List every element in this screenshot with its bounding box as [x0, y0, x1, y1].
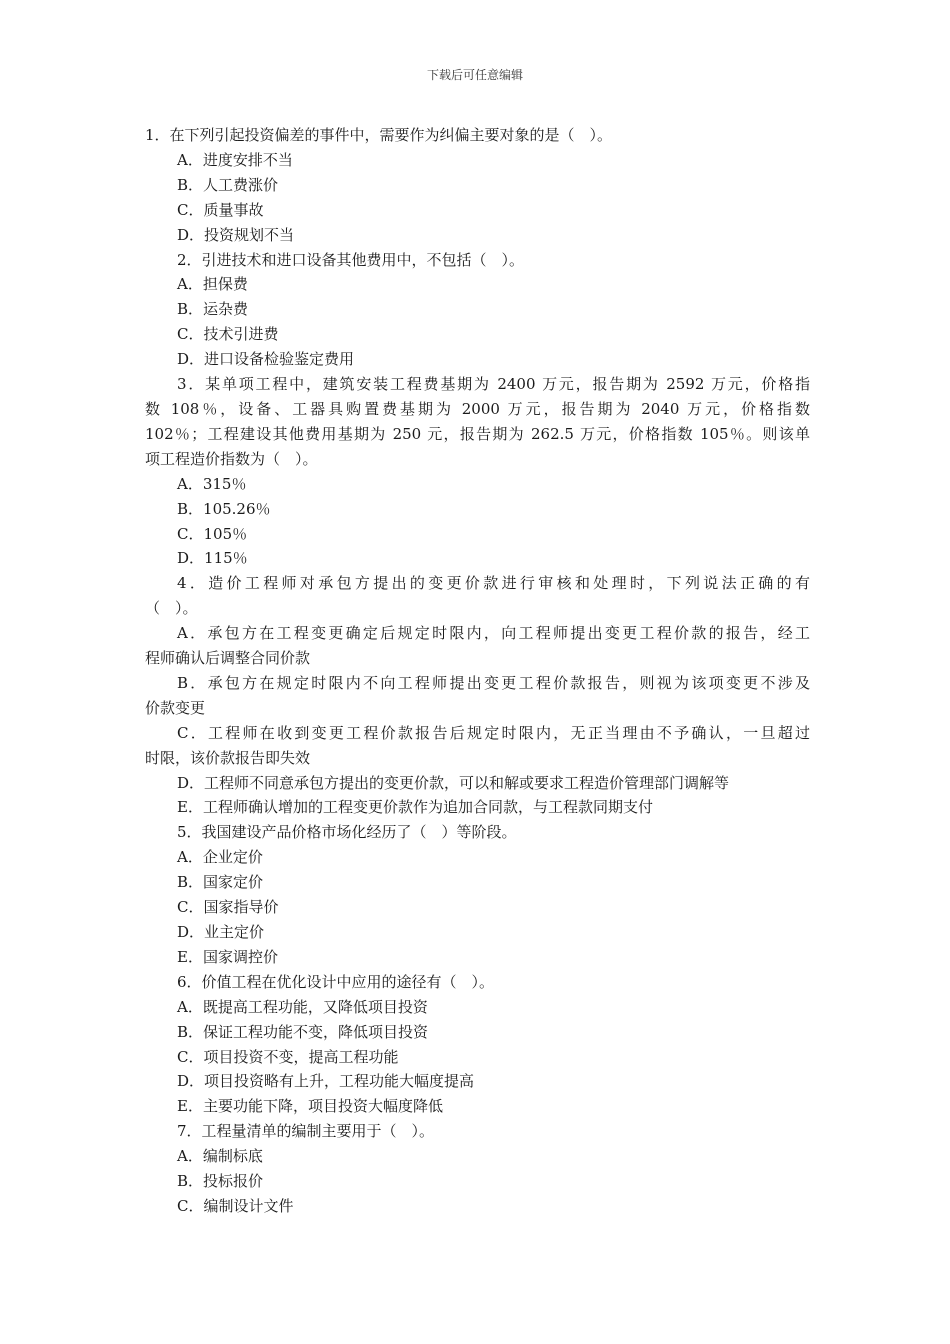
- option-line: D．115％: [177, 549, 248, 568]
- question-4-stem-1: 4．造价工程师对承包方提出的变更价款进行审核和处理时，下列说法正确的有: [177, 574, 810, 593]
- option-line: A．编制标底: [177, 1147, 263, 1166]
- option-line: D．进口设备检验鉴定费用: [177, 350, 355, 369]
- option-line: D．项目投资略有上升，工程功能大幅度提高: [177, 1072, 475, 1091]
- question-2: 2．引进技术和进口设备其他费用中，不包括（ ）。: [177, 250, 525, 269]
- question-3-line-2: 数 108％，设备、工器具购置费基期为 2000 万元，报告期为 2040 万元，价格指数: [145, 399, 810, 418]
- question-5: 5．我国建设产品价格市场化经历了（ ）等阶段。: [177, 823, 517, 842]
- option-line: B．投标报价: [177, 1172, 264, 1191]
- option-line: D．投资规划不当: [177, 225, 295, 244]
- question-4-option-c-2: 时限，该价款报告即失效: [145, 748, 311, 767]
- option-line: A．担保费: [177, 275, 248, 294]
- option-line: C．105％: [177, 524, 248, 543]
- option-line: B．保证工程功能不变，降低项目投资: [177, 1022, 429, 1041]
- question-1: 1．在下列引起投资偏差的事件中，需要作为纠偏主要对象的是（ ）。: [145, 126, 613, 144]
- question-4-option-a-1: A．承包方在工程变更确定后规定时限内，向工程师提出变更工程价款的报告，经工: [177, 624, 810, 643]
- option-line: C．国家指导价: [177, 898, 279, 917]
- page-header: 下载后可任意编辑: [426, 68, 523, 82]
- document-body: [145, 123, 810, 1219]
- question-4-option-b-2: 价款变更: [145, 698, 206, 717]
- option-line: D．业主定价: [177, 923, 265, 941]
- option-line: A．315％: [177, 474, 247, 493]
- option-line: C．编制设计文件: [177, 1196, 294, 1215]
- question-3-line-1: 3．某单项工程中，建筑安装工程费基期为 2400 万元，报告期为 2592 万元，价格指: [177, 375, 810, 394]
- question-3-line-3: 102％；工程建设其他费用基期为 250 元，报告期为 262.5 万元，价格指数 105％。则该单: [145, 424, 810, 443]
- option-line: B．运杂费: [177, 300, 249, 319]
- question-4-option-b-1: B．承包方在规定时限内不向工程师提出变更工程价款报告，则视为该项变更不涉及: [177, 673, 810, 692]
- question-7: 7．工程量清单的编制主要用于（ ）。: [177, 1122, 435, 1141]
- option-line: A．企业定价: [177, 848, 263, 867]
- question-4-option-c-1: C．工程师在收到变更工程价款报告后规定时限内，无正当理由不予确认，一旦超过: [177, 723, 810, 742]
- option-line: A．既提高工程功能，又降低项目投资: [177, 997, 428, 1016]
- option-line: B．人工费涨价: [177, 175, 279, 194]
- question-4-option-a-2: 程师确认后调整合同价款: [145, 649, 311, 668]
- question-6: 6．价值工程在优化设计中应用的途径有（ ）。: [177, 972, 495, 991]
- option-line: B．国家定价: [177, 873, 264, 892]
- option-line: E．主要功能下降，项目投资大幅度降低: [177, 1097, 443, 1116]
- option-line: C．项目投资不变，提高工程功能: [177, 1047, 399, 1066]
- option-line: C．技术引进费: [177, 325, 279, 344]
- question-4-stem-2: （ ）。: [145, 599, 198, 618]
- option-line: E．国家调控价: [177, 947, 278, 966]
- option-line: B．105.26％: [177, 499, 271, 518]
- question-3-line-4: 项工程造价指数为（ ）。: [145, 449, 318, 468]
- question-4-option-e: E．工程师确认增加的工程变更价款作为追加合同款，与工程款同期支付: [177, 798, 653, 817]
- option-line: C．质量事故: [177, 200, 264, 219]
- option-line: A．进度安排不当: [177, 150, 293, 169]
- question-4-option-d: D．工程师不同意承包方提出的变更价款，可以和解或要求工程造价管理部门调解等: [177, 773, 730, 792]
